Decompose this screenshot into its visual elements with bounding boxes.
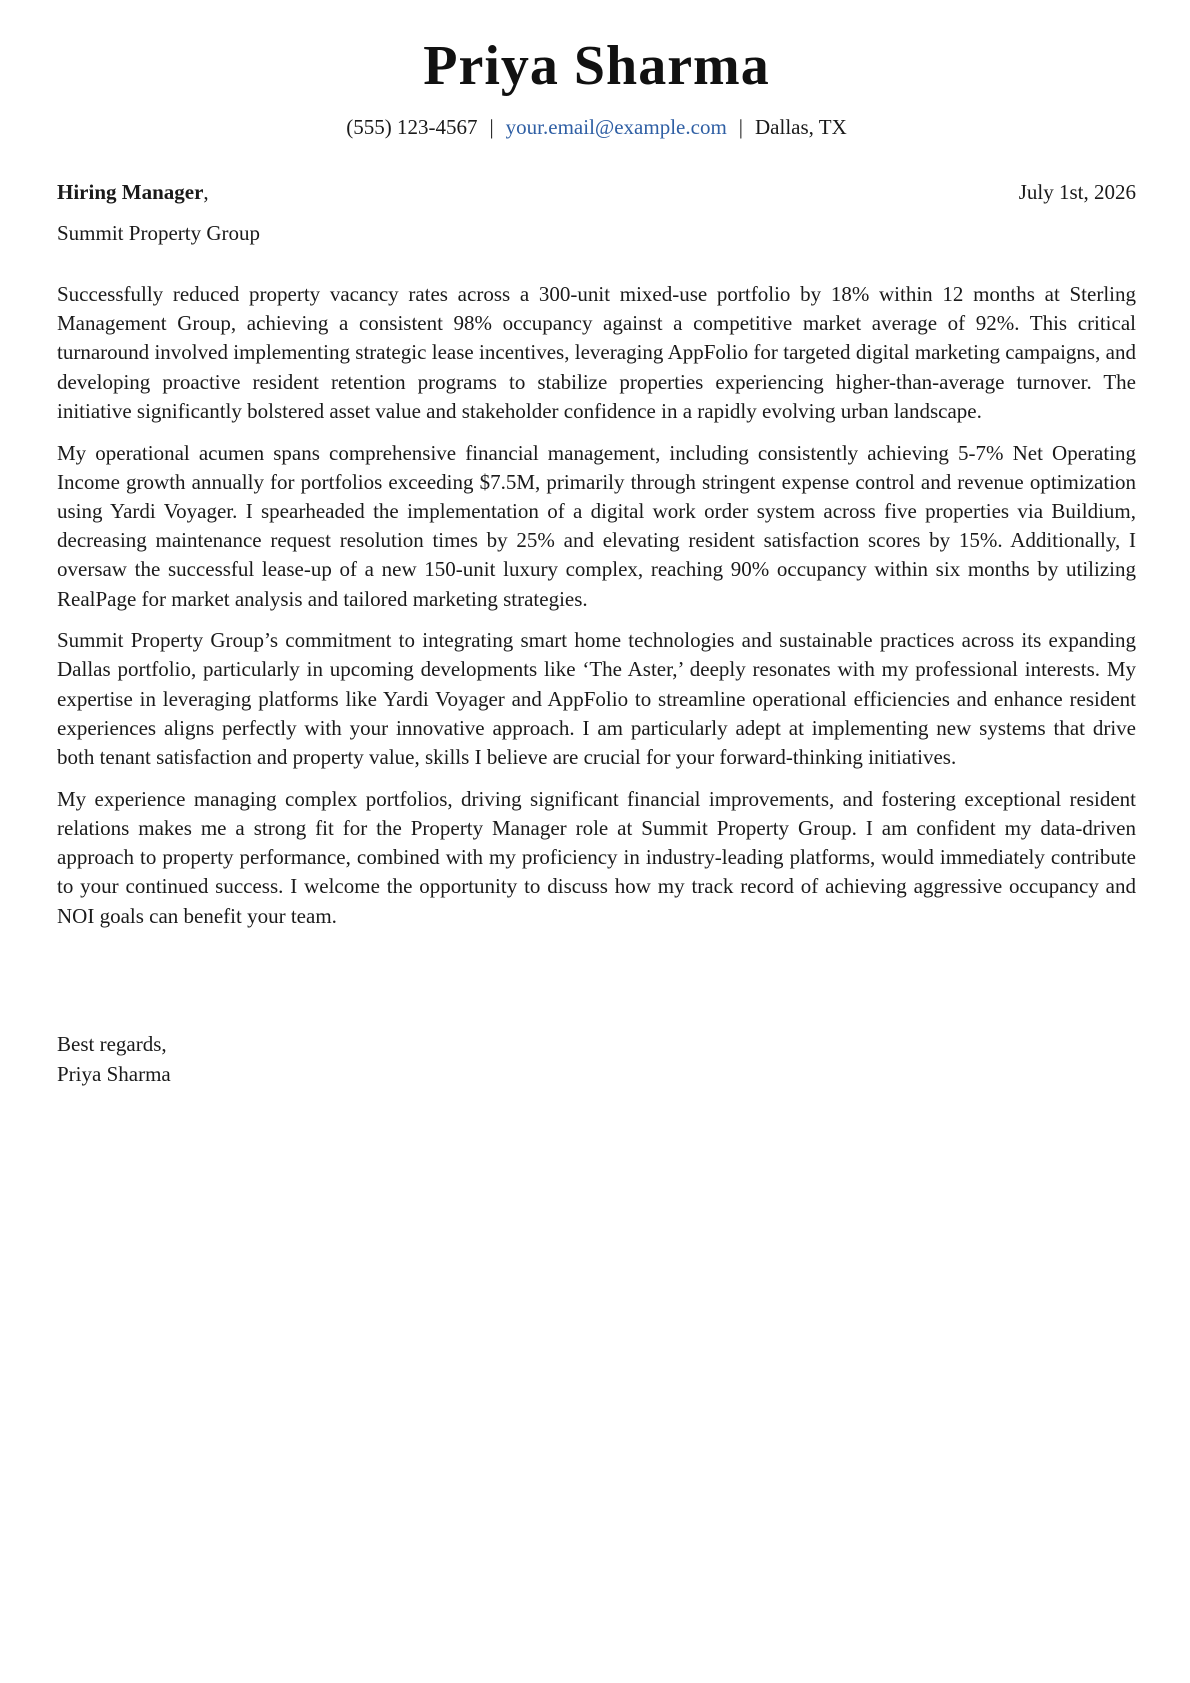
location: Dallas, TX (755, 115, 847, 139)
body-paragraph: Summit Property Group’s commitment to integrating smart home technologies and sustainable practices across its expanding Dallas portfolio, particularly in upcoming developments like ‘The Aster,’ deeply resonates with my professional interests. My expertise in leveraging platforms like Yardi Voyager and AppFolio to streamline operational efficiencies and enhance resident experiences aligns perfectly with your innovative approach. I am particularly adept at implementing new systems that drive both tenant satisfaction and property value, skills I believe are crucial for your forward-thinking initiatives. (57, 628, 1136, 770)
recipient-row (57, 180, 1136, 205)
closing-block (57, 1030, 171, 1089)
letter-body (57, 280, 1136, 943)
recipient-company: Summit Property Group (57, 221, 260, 245)
body-paragraph: My experience managing complex portfolios, driving significant financial improvements, and fostering exceptional resident relations makes me a strong fit for the Property Manager role at Summit Property Group. I am confident my data-driven approach to property performance, combined with my proficiency in industry-leading platforms, would immediately contribute to your continued success. I welcome the opportunity to discuss how my track record of achieving aggressive occupancy and NOI goals can benefit your team. (57, 786, 1136, 928)
salutation (57, 180, 209, 204)
body-paragraph: My operational acumen spans comprehensive financial management, including consistently achieving 5-7% Net Operating Income growth annually for portfolios exceeding $7.5M, primarily through stringent expense control and revenue optimization using Yardi Voyager. I spearheaded the implementation of a digital work order system across five properties via Buildium, decreasing maintenance request resolution times by 25% and elevating resident satisfaction scores by 15%. Additionally, I oversaw the successful lease-up of a new 150-unit luxury complex, reaching 90% occupancy within six months by utilizing RealPage for market analysis and tailored marketing strategies. (57, 440, 1136, 611)
letter-date: July 1st, 2026 (1018, 180, 1136, 204)
signoff: Best regards, (57, 1032, 167, 1056)
salutation-name: Hiring Manager (57, 180, 204, 204)
contact-separator: | (738, 115, 743, 139)
phone-number: (555) 123-4567 (346, 115, 478, 139)
contact-separator: | (489, 115, 494, 139)
email-link[interactable]: your.email@example.com (505, 115, 727, 139)
salutation-comma: , (203, 180, 209, 204)
body-paragraph: Successfully reduced property vacancy rates across a 300-unit mixed-use portfolio by 18% within 12 months at Sterling Management Group, achieving a consistent 98% occupancy against a competitive market average of 92%. This critical turnaround involved implementing strategic lease incentives, leveraging AppFolio for targeted digital marketing campaigns, and developing proactive resident retention programs to stabilize properties experiencing higher-than-average turnover. The initiative significantly bolstered asset value and stakeholder confidence in a rapidly evolving urban landscape. (57, 282, 1136, 423)
applicant-name: Priya Sharma (423, 35, 770, 97)
contact-line (57, 115, 1136, 140)
signature: Priya Sharma (57, 1061, 171, 1086)
